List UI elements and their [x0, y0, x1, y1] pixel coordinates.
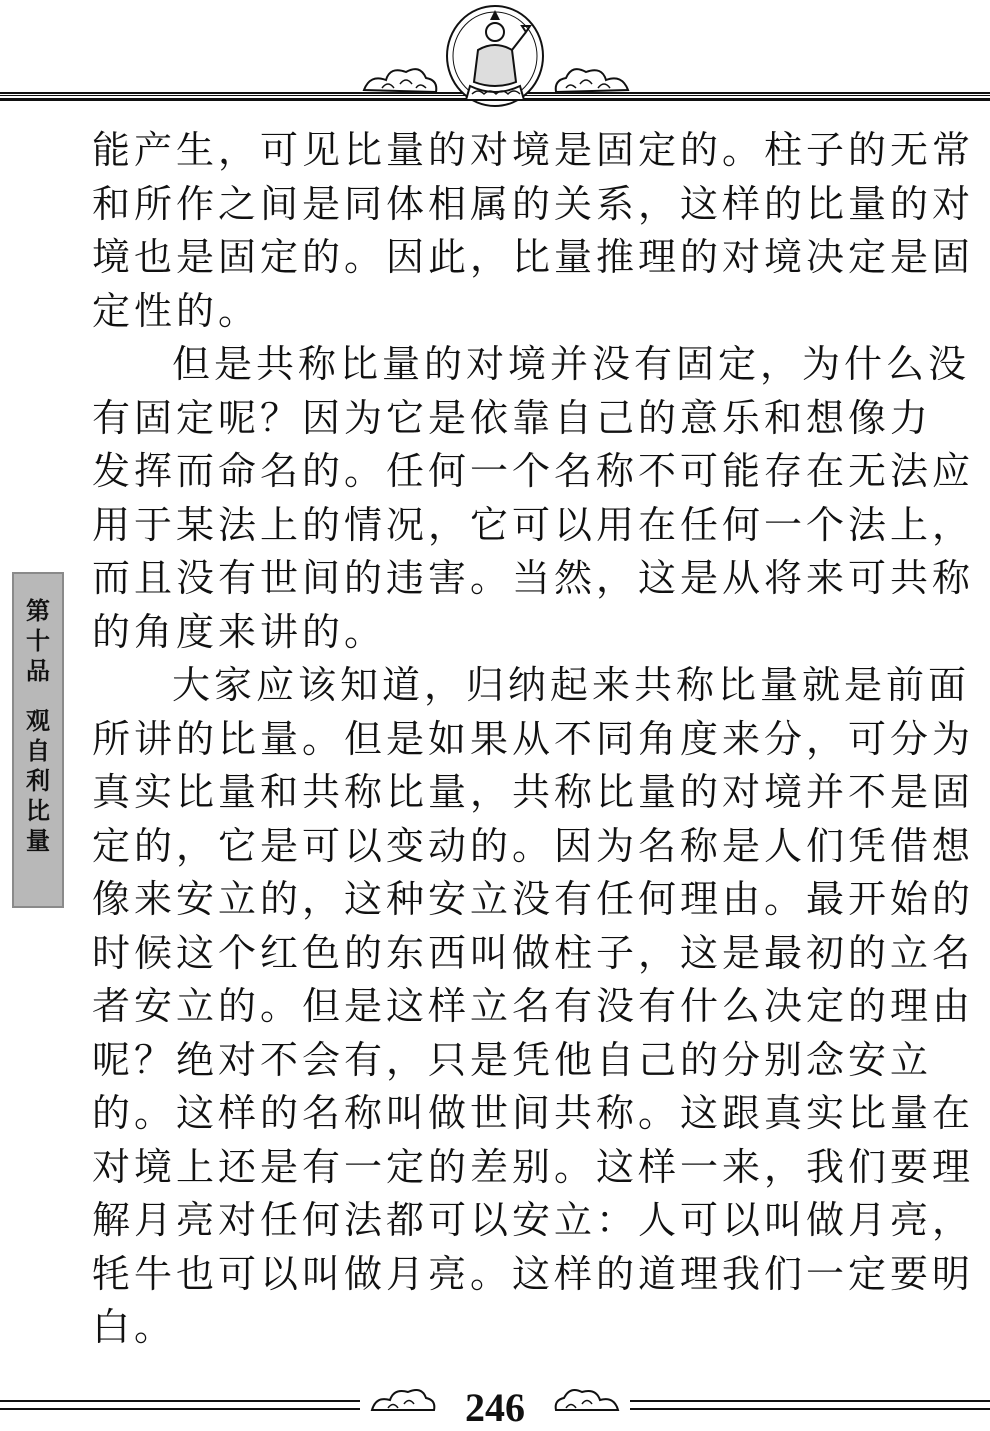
text-line: 真实比量和共称比量，共称比量的对境并不是固: [92, 770, 975, 814]
chapter-title-char: 观: [26, 707, 50, 735]
chapter-title-char: 自: [26, 737, 50, 765]
footer-cloud-right-icon: [552, 1382, 622, 1416]
chapter-side-tab: [12, 572, 64, 908]
chapter-char: 十: [26, 627, 50, 655]
text-line: 用于某法上的情况，它可以用在任何一个法上，: [92, 502, 975, 547]
chapter-char: 第: [26, 597, 50, 625]
chapter-title-char: 量: [26, 827, 50, 855]
chapter-char: 品: [26, 657, 50, 685]
text-line: 但是共称比量的对境并没有固定，为什么没: [172, 342, 971, 386]
text-line: 解月亮对任何法都可以安立：人可以叫做月亮，: [92, 1198, 975, 1242]
deity-figure-icon: [440, 2, 550, 110]
text-line: 者安立的。但是这样立名有没有什么决定的理由: [92, 984, 975, 1028]
text-line: 的角度来讲的。: [92, 609, 387, 654]
chapter-title-char: 利: [26, 767, 50, 795]
text-line: 大家应该知道，归纳起来共称比量就是前面: [172, 663, 971, 707]
page-header: [0, 0, 990, 112]
text-line: 而且没有世间的违害。当然，这是从将来可共称: [92, 556, 975, 600]
text-line: 发挥而命名的。任何一个名称不可能存在无法应: [92, 449, 975, 493]
body-text: [92, 124, 975, 1355]
footer-rule-right: [630, 1400, 990, 1410]
footer-rule-left: [0, 1400, 360, 1410]
page-footer: [0, 1372, 990, 1430]
text-line: 的。这样的名称叫做世间共称。这跟真实比量在: [92, 1091, 975, 1135]
text-line: 时候这个红色的东西叫做柱子，这是最初的立名: [92, 930, 975, 975]
cloud-ornament-right-icon: [552, 60, 632, 100]
text-line: 白。: [92, 1305, 177, 1349]
page-number: 246: [465, 1385, 525, 1430]
text-line: 像来安立的，这种安立没有任何理由。最开始的: [92, 877, 975, 921]
chapter-title-char: 比: [26, 797, 50, 825]
text-line: 境也是固定的。因此，比量推理的对境决定是固: [92, 235, 975, 279]
text-line: 对境上还是有一定的差别。这样一来，我们要理: [92, 1144, 975, 1189]
cloud-ornament-left-icon: [360, 60, 440, 100]
text-line: 能产生，可见比量的对境是固定的。柱子的无常: [92, 128, 975, 172]
footer-cloud-left-icon: [368, 1382, 438, 1416]
text-line: 定性的。: [92, 288, 261, 333]
text-line: 有固定呢？因为它是依靠自己的意乐和想像力: [92, 395, 933, 440]
text-line: 定的，它是可以变动的。因为名称是人们凭借想: [92, 823, 975, 868]
text-line: 和所作之间是同体相属的关系，这样的比量的对: [92, 181, 975, 226]
text-line: 牦牛也可以叫做月亮。这样的道理我们一定要明: [92, 1251, 975, 1296]
text-line: 呢？绝对不会有，只是凭他自己的分别念安立: [92, 1037, 933, 1082]
text-line: 所讲的比量。但是如果从不同角度来分，可分为: [92, 716, 975, 761]
